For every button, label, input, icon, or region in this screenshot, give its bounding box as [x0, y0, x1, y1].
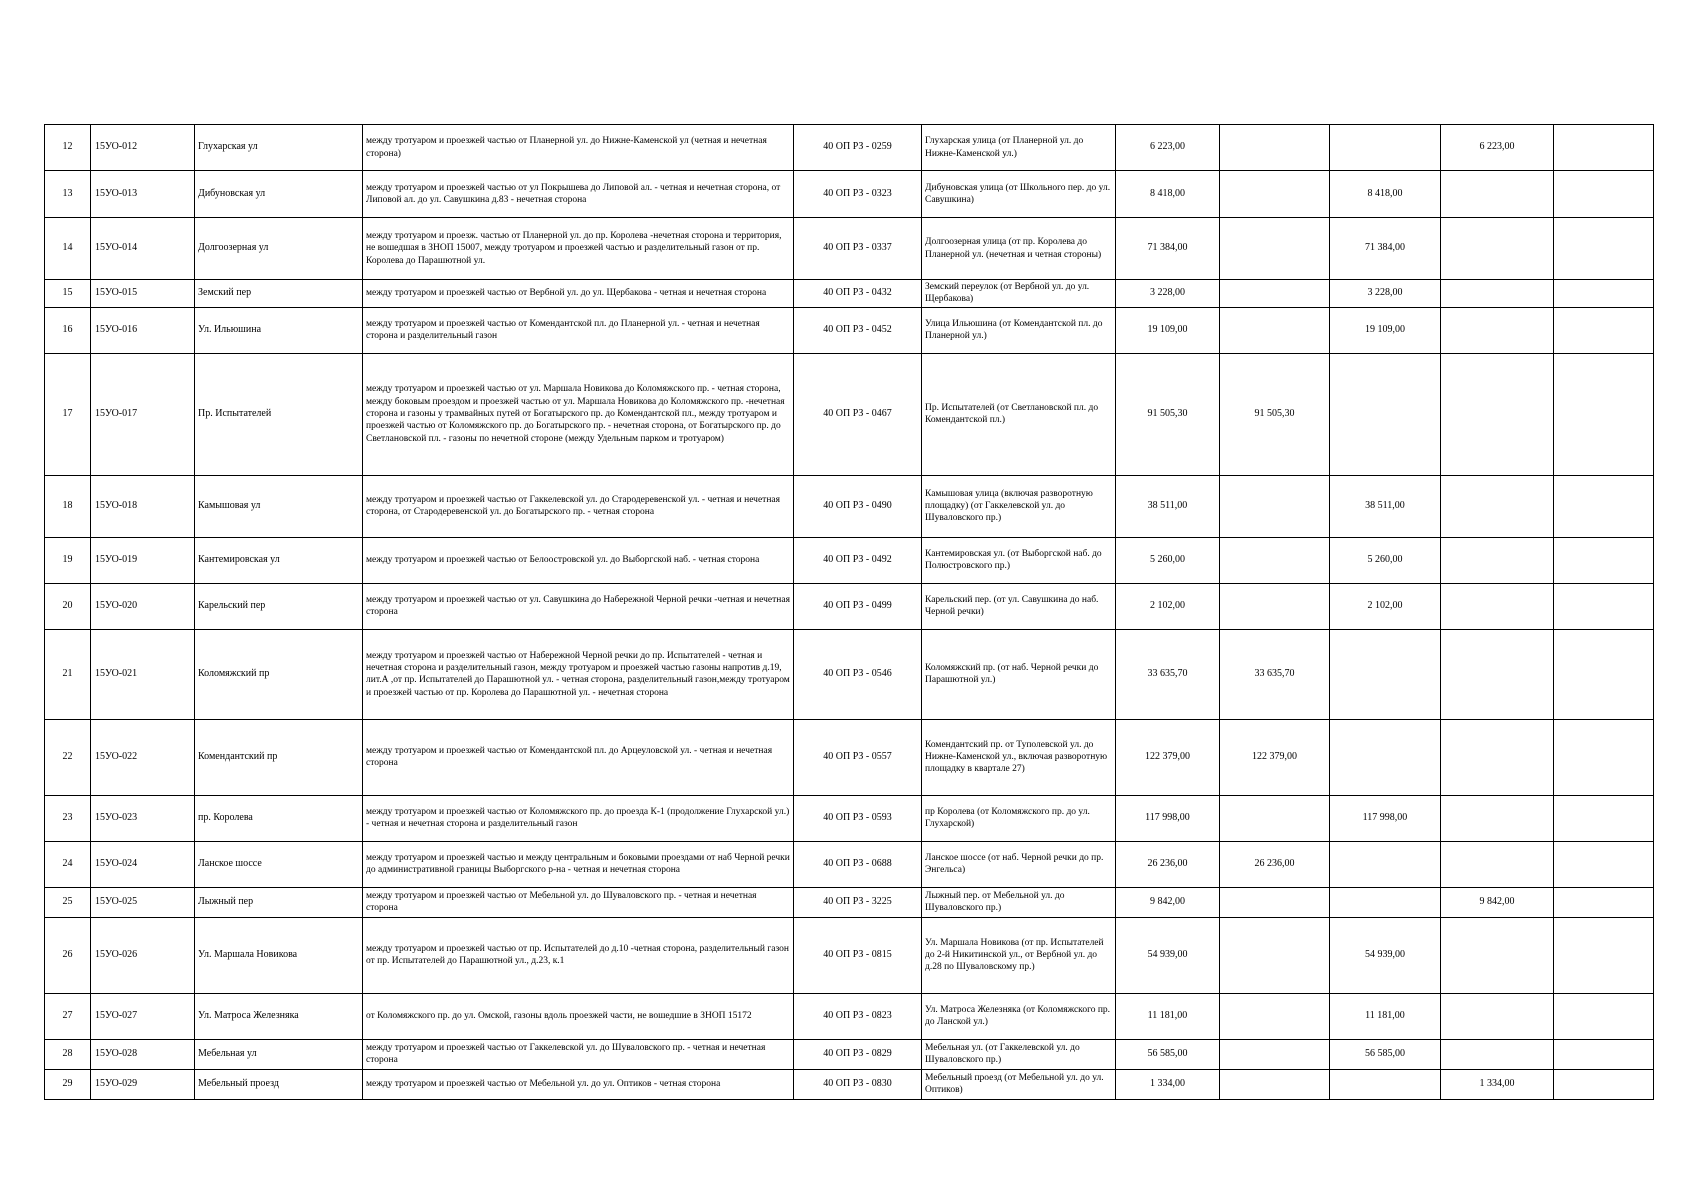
area-category-4: [1554, 475, 1654, 537]
area-category-2: [1330, 841, 1441, 887]
area-category-3: [1441, 353, 1554, 475]
street-name: Камышовая ул: [195, 475, 363, 537]
area-category-3: [1441, 719, 1554, 795]
row-number: 12: [45, 125, 91, 171]
area-category-4: [1554, 719, 1654, 795]
area-category-1: [1220, 917, 1330, 993]
row-number: 18: [45, 475, 91, 537]
table-row: [45, 795, 1654, 841]
row-number: 24: [45, 841, 91, 887]
road-full-name: Коломяжский пр. (от наб. Черной речки до Парашютной ул.): [922, 629, 1116, 719]
area-category-3: [1441, 537, 1554, 583]
area-category-1: [1220, 887, 1330, 917]
area-description: от Коломяжского пр. до ул. Омской, газоны вдоль проезжей части, не вошедшие в ЗНОП 15172: [363, 993, 794, 1039]
street-name: пр. Королева: [195, 795, 363, 841]
registry-number: 40 ОП РЗ - 0823: [794, 993, 922, 1039]
area-category-3: [1441, 841, 1554, 887]
total-area: 56 585,00: [1116, 1039, 1220, 1069]
area-category-1: [1220, 1039, 1330, 1069]
area-category-3: 9 842,00: [1441, 887, 1554, 917]
area-category-2: [1330, 887, 1441, 917]
area-category-4: [1554, 353, 1654, 475]
row-code: 15УО-015: [91, 280, 195, 308]
area-description: между тротуаром и проезжей частью от Комендантской пл. до Планерной ул. - четная и нечетная сторона и разделительный газон: [363, 307, 794, 353]
area-description: между тротуаром и проезжей частью от Комендантской пл. до Арцеуловской ул. - четная и нечетная сторона: [363, 719, 794, 795]
row-number: 21: [45, 629, 91, 719]
area-category-1: [1220, 307, 1330, 353]
area-description: между тротуаром и проезжей частью от Белоостровской ул. до Выборгской наб. - четная сторона: [363, 537, 794, 583]
total-area: 71 384,00: [1116, 218, 1220, 280]
registry-number: 40 ОП РЗ - 0830: [794, 1069, 922, 1099]
area-category-1: [1220, 475, 1330, 537]
table-row: [45, 171, 1654, 218]
area-category-2: 11 181,00: [1330, 993, 1441, 1039]
registry-number: 40 ОП РЗ - 0557: [794, 719, 922, 795]
table-row: [45, 917, 1654, 993]
row-number: 22: [45, 719, 91, 795]
area-category-2: 71 384,00: [1330, 218, 1441, 280]
area-description: между тротуаром и проезжей частью и между центральным и боковыми проездами от наб Черной речки до административной границы Выборгского р-на - четная и нечетная сторона: [363, 841, 794, 887]
row-number: 23: [45, 795, 91, 841]
road-full-name: Ул. Маршала Новикова (от пр. Испытателей до 2-й Никитинской ул., от Вербной ул. до д.28 по Шуваловскому пр.): [922, 917, 1116, 993]
row-code: 15УО-026: [91, 917, 195, 993]
area-category-1: [1220, 125, 1330, 171]
area-category-4: [1554, 218, 1654, 280]
road-full-name: пр Королева (от Коломяжского пр. до ул. Глухарской): [922, 795, 1116, 841]
area-description: между тротуаром и проезжей частью от Мебельной ул. до Шуваловского пр. - четная и нечетная сторона: [363, 887, 794, 917]
area-category-4: [1554, 280, 1654, 308]
row-code: 15УО-012: [91, 125, 195, 171]
row-number: 27: [45, 993, 91, 1039]
road-full-name: Ланское шоссе (от наб. Черной речки до пр. Энгельса): [922, 841, 1116, 887]
table-row: [45, 1069, 1654, 1099]
registry-number: 40 ОП РЗ - 0829: [794, 1039, 922, 1069]
street-name: Долгоозерная ул: [195, 218, 363, 280]
area-category-3: [1441, 218, 1554, 280]
registry-number: 40 ОП РЗ - 0259: [794, 125, 922, 171]
street-name: Ул. Матроса Железняка: [195, 993, 363, 1039]
area-description: между тротуаром и проезжей частью от Мебельной ул. до ул. Оптиков - четная сторона: [363, 1069, 794, 1099]
table-row: [45, 1039, 1654, 1069]
area-category-3: [1441, 629, 1554, 719]
table-row: [45, 993, 1654, 1039]
street-name: Комендантский пр: [195, 719, 363, 795]
row-code: 15УО-017: [91, 353, 195, 475]
area-category-2: 5 260,00: [1330, 537, 1441, 583]
road-full-name: Пр. Испытателей (от Светлановской пл. до Комендантской пл.): [922, 353, 1116, 475]
street-name: Мебельная ул: [195, 1039, 363, 1069]
area-category-1: 122 379,00: [1220, 719, 1330, 795]
row-code: 15УО-014: [91, 218, 195, 280]
area-category-4: [1554, 537, 1654, 583]
table-row: [45, 218, 1654, 280]
registry-number: 40 ОП РЗ - 0467: [794, 353, 922, 475]
area-category-4: [1554, 993, 1654, 1039]
total-area: 3 228,00: [1116, 280, 1220, 308]
area-category-1: 26 236,00: [1220, 841, 1330, 887]
area-category-2: 8 418,00: [1330, 171, 1441, 218]
area-category-4: [1554, 887, 1654, 917]
area-category-1: 91 505,30: [1220, 353, 1330, 475]
area-category-2: 3 228,00: [1330, 280, 1441, 308]
area-description: между тротуаром и проезжей частью от Вербной ул. до ул. Щербакова - четная и нечетная сторона: [363, 280, 794, 308]
road-full-name: Ул. Матроса Железняка (от Коломяжского пр. до Ланской ул.): [922, 993, 1116, 1039]
registry-number: 40 ОП РЗ - 0688: [794, 841, 922, 887]
area-category-2: [1330, 1069, 1441, 1099]
registry-number: 40 ОП РЗ - 0432: [794, 280, 922, 308]
road-full-name: Улица Ильюшина (от Комендантской пл. до Планерной ул.): [922, 307, 1116, 353]
area-category-3: [1441, 917, 1554, 993]
table-row: [45, 537, 1654, 583]
area-category-3: [1441, 1039, 1554, 1069]
row-code: 15УО-016: [91, 307, 195, 353]
row-number: 25: [45, 887, 91, 917]
area-description: между тротуаром и проезжей частью от ул Покрышева до Липовой ал. - четная и нечетная сторона, от Липовой ал. до ул. Савушкина д.83 - нечетная сторона: [363, 171, 794, 218]
area-category-2: 38 511,00: [1330, 475, 1441, 537]
registry-number: 40 ОП РЗ - 0323: [794, 171, 922, 218]
area-category-2: 117 998,00: [1330, 795, 1441, 841]
registry-number: 40 ОП РЗ - 0337: [794, 218, 922, 280]
area-category-2: 2 102,00: [1330, 583, 1441, 629]
area-category-1: [1220, 993, 1330, 1039]
street-name: Ул. Маршала Новикова: [195, 917, 363, 993]
street-name: Коломяжский пр: [195, 629, 363, 719]
street-name: Дибуновская ул: [195, 171, 363, 218]
row-code: 15УО-024: [91, 841, 195, 887]
area-description: между тротуаром и проезжей частью от Планерной ул. до Нижне-Каменской ул (четная и нечетная сторона): [363, 125, 794, 171]
total-area: 8 418,00: [1116, 171, 1220, 218]
row-code: 15УО-021: [91, 629, 195, 719]
row-code: 15УО-020: [91, 583, 195, 629]
street-name: Пр. Испытателей: [195, 353, 363, 475]
road-full-name: Долгоозерная улица (от пр. Королева до Планерной ул. (нечетная и четная стороны): [922, 218, 1116, 280]
area-category-1: [1220, 171, 1330, 218]
registry-number: 40 ОП РЗ - 0815: [794, 917, 922, 993]
area-category-1: [1220, 537, 1330, 583]
road-full-name: Мебельный проезд (от Мебельной ул. до ул. Оптиков): [922, 1069, 1116, 1099]
area-category-3: [1441, 993, 1554, 1039]
road-full-name: Глухарская улица (от Планерной ул. до Нижне-Каменской ул.): [922, 125, 1116, 171]
row-code: 15УО-029: [91, 1069, 195, 1099]
street-name: Ул. Ильюшина: [195, 307, 363, 353]
area-category-3: [1441, 171, 1554, 218]
total-area: 122 379,00: [1116, 719, 1220, 795]
area-category-2: 54 939,00: [1330, 917, 1441, 993]
streets-table: [44, 124, 1654, 1100]
table-row: [45, 887, 1654, 917]
road-full-name: Комендантский пр. от Туполевской ул. до Нижне-Каменской ул., включая разворотную площадку в квартале 27): [922, 719, 1116, 795]
total-area: 91 505,30: [1116, 353, 1220, 475]
area-category-4: [1554, 1039, 1654, 1069]
total-area: 9 842,00: [1116, 887, 1220, 917]
table-row: [45, 719, 1654, 795]
table-body: [45, 125, 1654, 1100]
area-category-1: [1220, 583, 1330, 629]
road-full-name: Кантемировская ул. (от Выборгской наб. до Полюстровского пр.): [922, 537, 1116, 583]
total-area: 54 939,00: [1116, 917, 1220, 993]
total-area: 1 334,00: [1116, 1069, 1220, 1099]
row-code: 15УО-027: [91, 993, 195, 1039]
total-area: 26 236,00: [1116, 841, 1220, 887]
total-area: 19 109,00: [1116, 307, 1220, 353]
table-row: [45, 629, 1654, 719]
area-description: между тротуаром и проезжей частью от Коломяжского пр. до проезда К-1 (продолжение Глухарской ул.) - четная и нечетная сторона и разделительный газон: [363, 795, 794, 841]
table-row: [45, 475, 1654, 537]
total-area: 38 511,00: [1116, 475, 1220, 537]
table-row: [45, 125, 1654, 171]
row-number: 20: [45, 583, 91, 629]
total-area: 117 998,00: [1116, 795, 1220, 841]
area-description: между тротуаром и проезжей частью от пр. Испытателей до д.10 -четная сторона, разделительный газон от пр. Испытателей до Парашютной ул., д.23, к.1: [363, 917, 794, 993]
row-code: 15УО-028: [91, 1039, 195, 1069]
row-code: 15УО-022: [91, 719, 195, 795]
road-full-name: Мебельная ул. (от Гаккелевской ул. до Шуваловского пр.): [922, 1039, 1116, 1069]
registry-number: 40 ОП РЗ - 0452: [794, 307, 922, 353]
row-number: 16: [45, 307, 91, 353]
area-category-3: 1 334,00: [1441, 1069, 1554, 1099]
area-category-1: [1220, 218, 1330, 280]
row-number: 13: [45, 171, 91, 218]
registry-number: 40 ОП РЗ - 3225: [794, 887, 922, 917]
registry-number: 40 ОП РЗ - 0499: [794, 583, 922, 629]
street-name: Глухарская ул: [195, 125, 363, 171]
area-category-4: [1554, 841, 1654, 887]
table-row: [45, 307, 1654, 353]
street-name: Ланское шоссе: [195, 841, 363, 887]
area-description: между тротуаром и проезжей частью от Набережной Черной речки до пр. Испытателей - четная и нечетная сторона и разделительный газон, между тротуаром и проезжей частью газоны напротив д.19, лит.А ,от пр. Испытателей до Парашютной ул. - четная сторона, разделительный газон,между тротуаром и проезжей частью от пр. Королева до Парашютной ул. - нечетная сторона: [363, 629, 794, 719]
area-category-2: [1330, 719, 1441, 795]
row-code: 15УО-019: [91, 537, 195, 583]
area-category-4: [1554, 171, 1654, 218]
area-description: между тротуаром и проезжей частью от ул. Маршала Новикова до Коломяжского пр. - четная сторона, между боковым проездом и проезжей частью от ул. Маршала Новикова до Коломяжского пр. -нечетная сторона и газоны у трамвайных путей от Богатырского пр. до Комендантской пл., между тротуаром и проезжей частью от Коломяжского пр. до Богатырского пр. - нечетная сторона, от Богатырского пр. до Светлановской пл. - газоны по нечетной стороне (между Удельным парком и тротуаром): [363, 353, 794, 475]
area-category-4: [1554, 795, 1654, 841]
area-description: между тротуаром и проезжей частью от ул. Савушкина до Набережной Черной речки -четная и нечетная сторона: [363, 583, 794, 629]
row-code: 15УО-025: [91, 887, 195, 917]
road-full-name: Земский переулок (от Вербной ул. до ул. Щербакова): [922, 280, 1116, 308]
area-category-4: [1554, 307, 1654, 353]
area-category-3: 6 223,00: [1441, 125, 1554, 171]
street-name: Карельский пер: [195, 583, 363, 629]
area-category-2: [1330, 629, 1441, 719]
area-category-3: [1441, 795, 1554, 841]
table-row: [45, 841, 1654, 887]
total-area: 5 260,00: [1116, 537, 1220, 583]
row-number: 26: [45, 917, 91, 993]
row-code: 15УО-023: [91, 795, 195, 841]
table-row: [45, 280, 1654, 308]
row-number: 14: [45, 218, 91, 280]
area-description: между тротуаром и проезжей частью от Гаккелевской ул. до Стародеревенской ул. - четная и нечетная сторона, от Стародеревенской ул. до Богатырского пр. - четная сторона: [363, 475, 794, 537]
area-category-4: [1554, 125, 1654, 171]
area-category-2: 56 585,00: [1330, 1039, 1441, 1069]
total-area: 11 181,00: [1116, 993, 1220, 1039]
road-full-name: Дибуновская улица (от Школьного пер. до ул. Савушкина): [922, 171, 1116, 218]
row-number: 17: [45, 353, 91, 475]
table-row: [45, 583, 1654, 629]
area-category-1: [1220, 280, 1330, 308]
area-category-4: [1554, 629, 1654, 719]
registry-number: 40 ОП РЗ - 0593: [794, 795, 922, 841]
row-number: 19: [45, 537, 91, 583]
area-category-3: [1441, 280, 1554, 308]
street-name: Лыжный пер: [195, 887, 363, 917]
area-category-1: [1220, 1069, 1330, 1099]
area-category-2: 19 109,00: [1330, 307, 1441, 353]
street-name: Земский пер: [195, 280, 363, 308]
area-category-4: [1554, 1069, 1654, 1099]
table-row: [45, 353, 1654, 475]
area-category-2: [1330, 353, 1441, 475]
row-number: 29: [45, 1069, 91, 1099]
registry-number: 40 ОП РЗ - 0490: [794, 475, 922, 537]
road-full-name: Камышовая улица (включая разворотную площадку) (от Гаккелевской ул. до Шуваловского пр.): [922, 475, 1116, 537]
area-category-3: [1441, 583, 1554, 629]
area-category-1: [1220, 795, 1330, 841]
registry-number: 40 ОП РЗ - 0546: [794, 629, 922, 719]
row-code: 15УО-013: [91, 171, 195, 218]
document-sheet: [44, 124, 1654, 1100]
total-area: 2 102,00: [1116, 583, 1220, 629]
registry-number: 40 ОП РЗ - 0492: [794, 537, 922, 583]
area-description: между тротуаром и проезж. частью от Планерной ул. до пр. Королева -нечетная сторона и территория, не вошедшая в ЗНОП 15007, между тротуаром и проезжей частью и разделительный газон от пр. Королева до Парашютной ул.: [363, 218, 794, 280]
area-category-4: [1554, 917, 1654, 993]
row-number: 15: [45, 280, 91, 308]
total-area: 33 635,70: [1116, 629, 1220, 719]
area-category-3: [1441, 475, 1554, 537]
row-number: 28: [45, 1039, 91, 1069]
road-full-name: Лыжный пер. от Мебельной ул. до Шуваловского пр.): [922, 887, 1116, 917]
area-description: между тротуаром и проезжей частью от Гаккелевской ул. до Шуваловского пр. - четная и нечетная сторона: [363, 1039, 794, 1069]
area-category-4: [1554, 583, 1654, 629]
total-area: 6 223,00: [1116, 125, 1220, 171]
area-category-3: [1441, 307, 1554, 353]
street-name: Кантемировская ул: [195, 537, 363, 583]
row-code: 15УО-018: [91, 475, 195, 537]
road-full-name: Карельский пер. (от ул. Савушкина до наб. Черной речки): [922, 583, 1116, 629]
area-category-1: 33 635,70: [1220, 629, 1330, 719]
area-category-2: [1330, 125, 1441, 171]
street-name: Мебельный проезд: [195, 1069, 363, 1099]
